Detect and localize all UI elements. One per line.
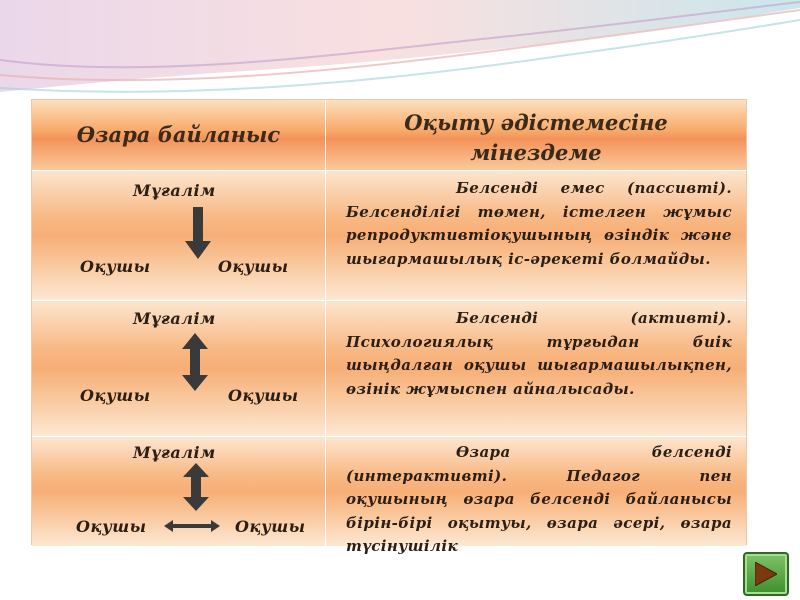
student-right-label: Оқушы bbox=[235, 517, 306, 536]
header-cell-description bbox=[325, 100, 746, 170]
table-header-row bbox=[32, 100, 746, 170]
decorative-wave-banner bbox=[0, 0, 800, 110]
table-row bbox=[32, 170, 746, 300]
student-left-label: Оқушы bbox=[76, 517, 147, 536]
teacher-label: Мұғалім bbox=[133, 181, 216, 200]
teacher-label: Мұғалім bbox=[133, 443, 216, 462]
play-right-icon bbox=[755, 562, 777, 586]
description-cell bbox=[325, 171, 746, 300]
table-row bbox=[32, 300, 746, 436]
table-row bbox=[32, 436, 746, 555]
student-left-label: Оқушы bbox=[80, 257, 151, 276]
next-slide-button[interactable] bbox=[743, 552, 789, 596]
down-arrow-icon bbox=[185, 207, 211, 259]
description-text: Белсенді (активті). Психологиялық тұрғыдан биік шыңдалған оқушы шығармашылықпен, өзінік жұмыспен айналысады. bbox=[346, 309, 732, 398]
description-cell bbox=[325, 437, 746, 555]
teacher-label: Мұғалім bbox=[133, 309, 216, 328]
description-text: Белсенді емес (пассивті). Белсенділігі төмен, істелген жұмыс репродуктивтіоқушының өзіндік және шығармашылық іс-әрекеті болмайды. bbox=[346, 179, 732, 268]
header-cell-interaction bbox=[32, 100, 325, 170]
methods-table bbox=[31, 99, 747, 555]
student-right-label: Оқушы bbox=[218, 257, 289, 276]
student-left-label: Оқушы bbox=[80, 386, 151, 405]
description-text: Өзара белсенді (интерактивті). Педагог пен оқушының өзара белсенді байланысы бірін-бірі оқытуы, өзара әсері, өзара түсінушілік bbox=[346, 443, 732, 555]
header-col2-text: Оқыту әдістемесіне мінездеме bbox=[404, 110, 668, 165]
interaction-cell bbox=[32, 437, 325, 546]
student-right-label: Оқушы bbox=[228, 386, 299, 405]
interaction-cell bbox=[32, 171, 325, 300]
description-cell bbox=[325, 301, 746, 436]
up-down-arrow-icon bbox=[182, 333, 208, 391]
up-down-arrow-icon bbox=[183, 463, 209, 511]
interaction-cell bbox=[32, 301, 325, 436]
header-col1-text: Өзара байланыс bbox=[76, 122, 281, 147]
left-right-arrow-icon bbox=[164, 519, 220, 533]
